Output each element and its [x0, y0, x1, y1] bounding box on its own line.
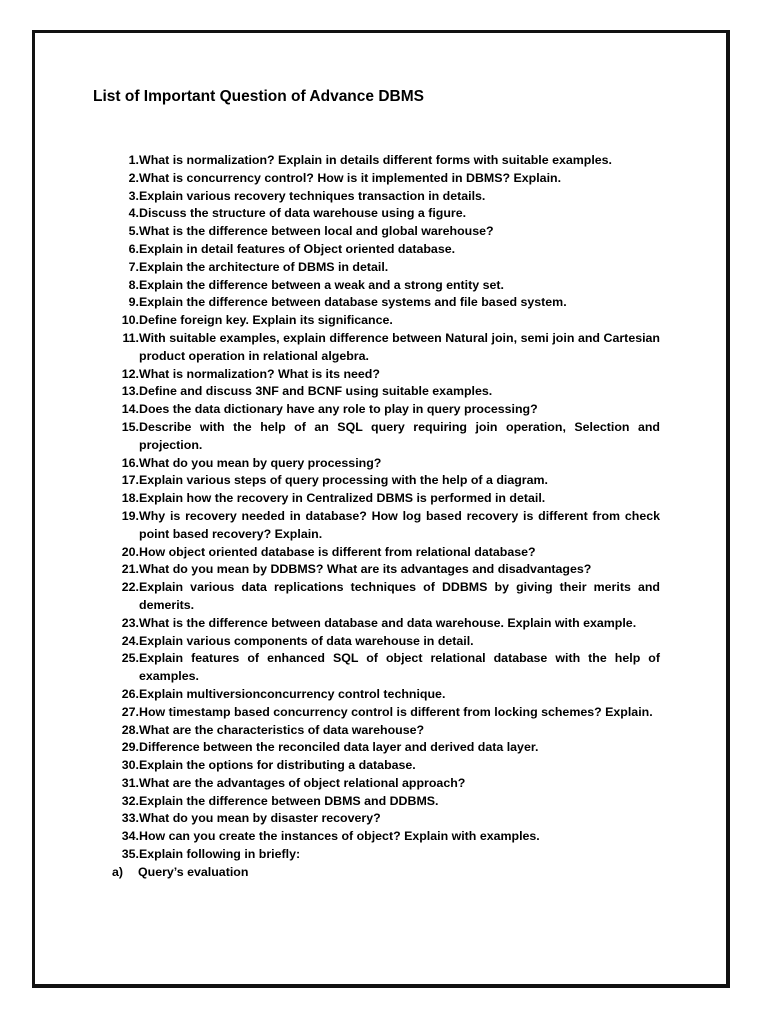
question-text: Explain various components of data warehouse in detail. — [139, 633, 474, 648]
question-number: 14. — [121, 402, 139, 417]
question-text: Explain the architecture of DBMS in detail. — [139, 259, 389, 274]
question-text: What is the difference between local and global warehouse? — [139, 224, 494, 239]
question-text: Explain various steps of query processing with the help of a diagram. — [139, 473, 548, 488]
question-text: Explain following in briefly: — [139, 847, 301, 862]
list-item — [112, 472, 660, 490]
question-text: Explain in detail features of Object oriented database. — [139, 241, 456, 256]
question-text: Why is recovery needed in database? How log based recovery is different from check point based recovery? Explain. — [139, 508, 660, 541]
list-item — [112, 223, 660, 241]
list-item — [112, 490, 660, 508]
question-text: How object oriented database is different from relational database? — [139, 544, 536, 559]
list-item — [112, 294, 660, 312]
question-text: Explain the difference between a weak and a strong entity set. — [139, 277, 504, 292]
list-item — [112, 419, 660, 455]
list-item — [112, 739, 660, 757]
question-text: What do you mean by disaster recovery? — [139, 811, 381, 826]
question-number: 21. — [121, 562, 139, 577]
question-text: What do you mean by DDBMS? What are its advantages and disadvantages? — [139, 562, 592, 577]
question-number: 34. — [121, 829, 139, 844]
question-number: 8. — [128, 277, 139, 292]
list-item — [112, 722, 660, 740]
question-number: 28. — [121, 722, 139, 737]
list-item — [112, 561, 660, 579]
question-text: Explain the options for distributing a database. — [139, 758, 416, 773]
list-item — [112, 686, 660, 704]
subitem-letter: a) — [112, 864, 124, 879]
question-text: What is normalization? What is its need? — [139, 366, 380, 381]
question-number: 2. — [128, 170, 139, 185]
question-text: What are the characteristics of data warehouse? — [139, 722, 425, 737]
question-number: 5. — [128, 224, 139, 239]
question-number: 4. — [128, 206, 139, 221]
list-item — [112, 579, 660, 615]
question-text: Does the data dictionary have any role to play in query processing? — [139, 402, 538, 417]
question-number: 1. — [128, 153, 139, 167]
question-text: With suitable examples, explain difference between Natural join, semi join and Cartesian product operation in relational algebra. — [139, 330, 660, 363]
question-number: 27. — [121, 704, 139, 719]
list-item — [112, 793, 660, 811]
question-number: 11. — [122, 330, 139, 345]
question-text: Explain the difference between DBMS and DDBMS. — [139, 793, 439, 808]
question-text: How can you create the instances of object? Explain with examples. — [139, 829, 540, 844]
question-text: Define and discuss 3NF and BCNF using suitable examples. — [139, 384, 493, 399]
question-number: 16. — [121, 455, 139, 470]
question-text: Explain various recovery techniques transaction in details. — [139, 188, 486, 203]
list-item — [112, 366, 660, 384]
list-item — [112, 205, 660, 223]
question-number: 22. — [121, 580, 139, 595]
question-text: Difference between the reconciled data layer and derived data layer. — [139, 740, 539, 755]
question-number: 33. — [121, 811, 139, 826]
question-text: Explain various data replications techniques of DDBMS by giving their merits and demerits. — [139, 580, 660, 612]
question-number: 24. — [121, 633, 139, 648]
question-text: How timestamp based concurrency control is different from locking schemes? Explain. — [139, 704, 653, 719]
list-item — [112, 383, 660, 401]
question-number: 9. — [128, 295, 139, 310]
list-item — [112, 775, 660, 793]
question-number: 23. — [121, 615, 139, 630]
question-text: What is concurrency control? How is it implemented in DBMS? Explain. — [139, 170, 562, 185]
question-number: 13. — [121, 384, 139, 399]
question-text: Explain multiversionconcurrency control technique. — [139, 686, 446, 701]
question-text: Describe with the help of an SQL query requiring join operation, Selection and projection. — [139, 419, 660, 452]
question-text: Discuss the structure of data warehouse using a figure. — [139, 206, 467, 221]
list-item — [112, 704, 660, 722]
question-number: 12. — [121, 366, 139, 381]
list-item — [112, 650, 660, 686]
question-number: 32. — [121, 793, 139, 808]
question-number: 20. — [121, 544, 139, 559]
question-number: 30. — [121, 758, 139, 773]
question-number: 6. — [128, 241, 139, 256]
question-text: What do you mean by query processing? — [139, 455, 382, 470]
list-item — [112, 330, 660, 366]
question-text: Explain the difference between database systems and file based system. — [139, 295, 567, 310]
list-item — [112, 757, 660, 775]
list-item — [112, 312, 660, 330]
sub-list-item — [112, 864, 660, 882]
question-number: 29. — [121, 740, 139, 755]
list-item — [112, 152, 660, 170]
question-number: 25. — [121, 651, 139, 666]
list-item — [112, 455, 660, 473]
list-item — [112, 544, 660, 562]
question-number: 15. — [121, 419, 139, 434]
list-item — [112, 633, 660, 651]
question-list — [112, 152, 660, 882]
subitem-text: Query’s evaluation — [138, 864, 249, 879]
list-item — [112, 277, 660, 295]
question-number: 19. — [121, 508, 139, 523]
question-number: 26. — [121, 686, 139, 701]
question-number: 17. — [121, 473, 139, 488]
question-number: 10. — [121, 313, 139, 328]
list-item — [112, 259, 660, 277]
question-text: What are the advantages of object relational approach? — [139, 775, 466, 790]
question-number: 7. — [128, 259, 139, 274]
question-number: 31. — [121, 775, 139, 790]
question-text: What is the difference between database and data warehouse. Explain with example. — [139, 615, 637, 630]
list-item — [112, 241, 660, 259]
document-title: List of Important Question of Advance DBMS — [93, 88, 424, 105]
list-item — [112, 828, 660, 846]
list-item — [112, 401, 660, 419]
question-text: Explain how the recovery in Centralized DBMS is performed in detail. — [139, 491, 546, 506]
list-item — [112, 810, 660, 828]
list-item — [112, 615, 660, 633]
question-text: Explain features of enhanced SQL of object relational database with the help of examples. — [139, 651, 660, 684]
question-number: 3. — [128, 188, 139, 203]
list-item — [112, 188, 660, 206]
question-text: What is normalization? Explain in details different forms with suitable examples. — [139, 153, 612, 167]
list-item — [112, 170, 660, 188]
question-text: Define foreign key. Explain its significance. — [139, 313, 393, 328]
list-item — [112, 508, 660, 544]
question-number: 18. — [121, 491, 139, 506]
list-item — [112, 846, 660, 864]
question-number: 35. — [121, 847, 139, 862]
